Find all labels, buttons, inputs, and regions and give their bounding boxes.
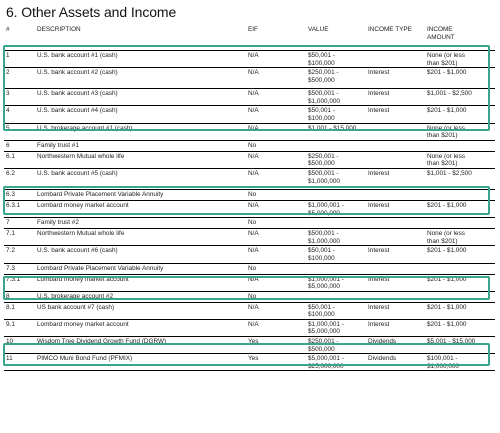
row-value: $1,000,001 - $5,000,000 xyxy=(306,319,366,336)
row-income-amount: $201 - $1,000 xyxy=(425,68,495,89)
row-value: $50,001 - $100,000 xyxy=(306,106,366,123)
row-number: 7.3 xyxy=(4,263,35,274)
table-row xyxy=(4,140,495,151)
row-eif: N/A xyxy=(246,68,306,89)
row-value: $500,001 - $1,000,000 xyxy=(306,89,366,106)
row-income-type: Interest xyxy=(366,106,425,123)
row-description: U.S. bank account #2 (cash) xyxy=(35,68,246,89)
table-row xyxy=(4,218,495,229)
row-income-amount xyxy=(425,218,495,229)
table-row xyxy=(4,302,495,319)
row-eif: No xyxy=(246,140,306,151)
table-row xyxy=(4,319,495,336)
row-description: Lombard Private Placement Variable Annuity xyxy=(35,263,246,274)
row-number: 6.2 xyxy=(4,168,35,189)
row-value: $50,001 - $100,000 xyxy=(306,302,366,319)
row-income-amount: None (or less than $201) xyxy=(425,229,495,246)
table-row xyxy=(4,337,495,354)
row-income-type xyxy=(366,123,425,140)
row-income-amount: $1,001 - $2,500 xyxy=(425,89,495,106)
row-description: Lombard money market account xyxy=(35,274,246,291)
table-row xyxy=(4,229,495,246)
table-row xyxy=(4,246,495,263)
column-header-income-type: INCOME TYPE xyxy=(368,26,412,33)
row-income-type xyxy=(366,140,425,151)
table-row xyxy=(4,189,495,200)
row-number: 6.3.1 xyxy=(4,200,35,217)
row-eif: N/A xyxy=(246,274,306,291)
row-description: Northwestern Mutual whole life xyxy=(35,229,246,246)
table-row xyxy=(4,200,495,217)
column-header-value: VALUE xyxy=(308,26,329,33)
row-number: 9.1 xyxy=(4,319,35,336)
row-description: U.S. brokerage account #1 (cash) xyxy=(35,123,246,140)
row-description: PIMCO Muni Bond Fund (PFMIX) xyxy=(35,354,246,371)
column-header-eif: EIF xyxy=(248,26,258,33)
row-income-amount xyxy=(425,291,495,302)
row-number: 10 xyxy=(4,337,35,354)
table-row xyxy=(4,51,495,68)
row-income-type: Interest xyxy=(366,68,425,89)
row-value xyxy=(306,263,366,274)
table-row xyxy=(4,151,495,168)
table-header-row xyxy=(4,24,495,51)
row-number: 3 xyxy=(4,89,35,106)
row-description: U.S. bank account #4 (cash) xyxy=(35,106,246,123)
row-income-amount: $201 - $1,000 xyxy=(425,246,495,263)
row-income-type: Interest xyxy=(366,246,425,263)
row-description: U.S. brokerage account #2 xyxy=(35,291,246,302)
row-description: Lombard money market account xyxy=(35,200,246,217)
table-row xyxy=(4,106,495,123)
row-number: 5 xyxy=(4,123,35,140)
row-number: 11 xyxy=(4,354,35,371)
row-value: $250,001 - $500,000 xyxy=(306,337,366,354)
row-income-amount: $201 - $1,000 xyxy=(425,319,495,336)
row-income-amount xyxy=(425,263,495,274)
row-eif: N/A xyxy=(246,229,306,246)
row-income-type: Interest xyxy=(366,168,425,189)
row-income-type: Dividends xyxy=(366,337,425,354)
row-eif: No xyxy=(246,263,306,274)
row-value: $5,000,001 - $25,000,000 xyxy=(306,354,366,371)
row-value: $50,001 - $100,000 xyxy=(306,51,366,68)
row-eif: N/A xyxy=(246,106,306,123)
row-number: 8.1 xyxy=(4,302,35,319)
row-description: U.S. bank account #5 (cash) xyxy=(35,168,246,189)
row-eif: N/A xyxy=(246,89,306,106)
row-income-type xyxy=(366,151,425,168)
row-eif: Yes xyxy=(246,354,306,371)
row-description: Lombard money market account xyxy=(35,319,246,336)
row-eif: N/A xyxy=(246,319,306,336)
row-number: 7.2 xyxy=(4,246,35,263)
row-value xyxy=(306,140,366,151)
row-income-amount: $5,001 - $15,000 xyxy=(425,337,495,354)
row-description: U.S. bank account #6 (cash) xyxy=(35,246,246,263)
row-description: Family trust #2 xyxy=(35,218,246,229)
row-value: $1,000,001 - $5,000,000 xyxy=(306,274,366,291)
row-income-type xyxy=(366,189,425,200)
row-eif: N/A xyxy=(246,246,306,263)
row-number: 7 xyxy=(4,218,35,229)
table-row xyxy=(4,263,495,274)
row-income-amount xyxy=(425,140,495,151)
row-value: $500,001 - $1,000,000 xyxy=(306,168,366,189)
row-eif: No xyxy=(246,189,306,200)
row-number: 7.1 xyxy=(4,229,35,246)
row-income-type xyxy=(366,263,425,274)
row-description: U.S. bank account #1 (cash) xyxy=(35,51,246,68)
row-description: Northwestern Mutual whole life xyxy=(35,151,246,168)
row-value xyxy=(306,218,366,229)
row-description: Lombard Private Placement Variable Annuity xyxy=(35,189,246,200)
table-row xyxy=(4,354,495,371)
row-income-amount: $201 - $1,000 xyxy=(425,302,495,319)
row-income-amount: None (or less than $201) xyxy=(425,151,495,168)
column-header-income-amount: INCOME AMOUNT xyxy=(427,26,455,41)
row-eif: N/A xyxy=(246,302,306,319)
row-number: 8 xyxy=(4,291,35,302)
row-income-amount: $1,001 - $2,500 xyxy=(425,168,495,189)
table-row xyxy=(4,89,495,106)
row-income-amount: $100,001 - $1,000,000 xyxy=(425,354,495,371)
row-income-type: Interest xyxy=(366,302,425,319)
row-value: $1,001 - $15,000 xyxy=(306,123,366,140)
row-eif: N/A xyxy=(246,123,306,140)
row-value xyxy=(306,189,366,200)
row-income-type: Interest xyxy=(366,319,425,336)
row-value xyxy=(306,291,366,302)
row-income-type: Interest xyxy=(366,200,425,217)
section-title: 6. Other Assets and Income xyxy=(6,4,177,20)
row-description: U.S. bank account #3 (cash) xyxy=(35,89,246,106)
row-value: $500,001 - $1,000,000 xyxy=(306,229,366,246)
table-row xyxy=(4,291,495,302)
row-number: 6 xyxy=(4,140,35,151)
row-number: 7.3.1 xyxy=(4,274,35,291)
row-number: 2 xyxy=(4,68,35,89)
row-income-type: Dividends xyxy=(366,354,425,371)
row-income-amount: $201 - $1,000 xyxy=(425,200,495,217)
row-income-type xyxy=(366,51,425,68)
table-row xyxy=(4,123,495,140)
row-eif: N/A xyxy=(246,168,306,189)
table-row xyxy=(4,274,495,291)
assets-income-table xyxy=(4,24,495,371)
row-eif: Yes xyxy=(246,337,306,354)
row-description: US bank account #7 (cash) xyxy=(35,302,246,319)
row-value: $1,000,001 - $5,000,000 xyxy=(306,200,366,217)
row-number: 1 xyxy=(4,51,35,68)
row-number: 6.3 xyxy=(4,189,35,200)
table-row xyxy=(4,68,495,89)
row-income-amount xyxy=(425,189,495,200)
row-income-amount: $201 - $1,000 xyxy=(425,274,495,291)
row-value: $250,001 - $500,000 xyxy=(306,68,366,89)
row-income-type: Interest xyxy=(366,89,425,106)
row-income-amount: None (or less than $201) xyxy=(425,123,495,140)
row-description: Family trust #1 xyxy=(35,140,246,151)
row-eif: N/A xyxy=(246,200,306,217)
row-eif: No xyxy=(246,218,306,229)
row-value: $250,001 - $500,000 xyxy=(306,151,366,168)
row-number: 6.1 xyxy=(4,151,35,168)
column-header-description: DESCRIPTION xyxy=(37,26,81,33)
row-income-amount: $201 - $1,000 xyxy=(425,106,495,123)
column-header-number: # xyxy=(6,26,10,33)
row-income-amount: None (or less than $201) xyxy=(425,51,495,68)
row-number: 4 xyxy=(4,106,35,123)
row-income-type xyxy=(366,218,425,229)
row-eif: N/A xyxy=(246,51,306,68)
row-value: $50,001 - $100,000 xyxy=(306,246,366,263)
table-row xyxy=(4,168,495,189)
row-income-type: Interest xyxy=(366,274,425,291)
row-income-type xyxy=(366,229,425,246)
row-income-type xyxy=(366,291,425,302)
row-description: Wisdom Tree Dividend Growth Fund (DGRW) xyxy=(35,337,246,354)
row-eif: N/A xyxy=(246,151,306,168)
row-eif: No xyxy=(246,291,306,302)
